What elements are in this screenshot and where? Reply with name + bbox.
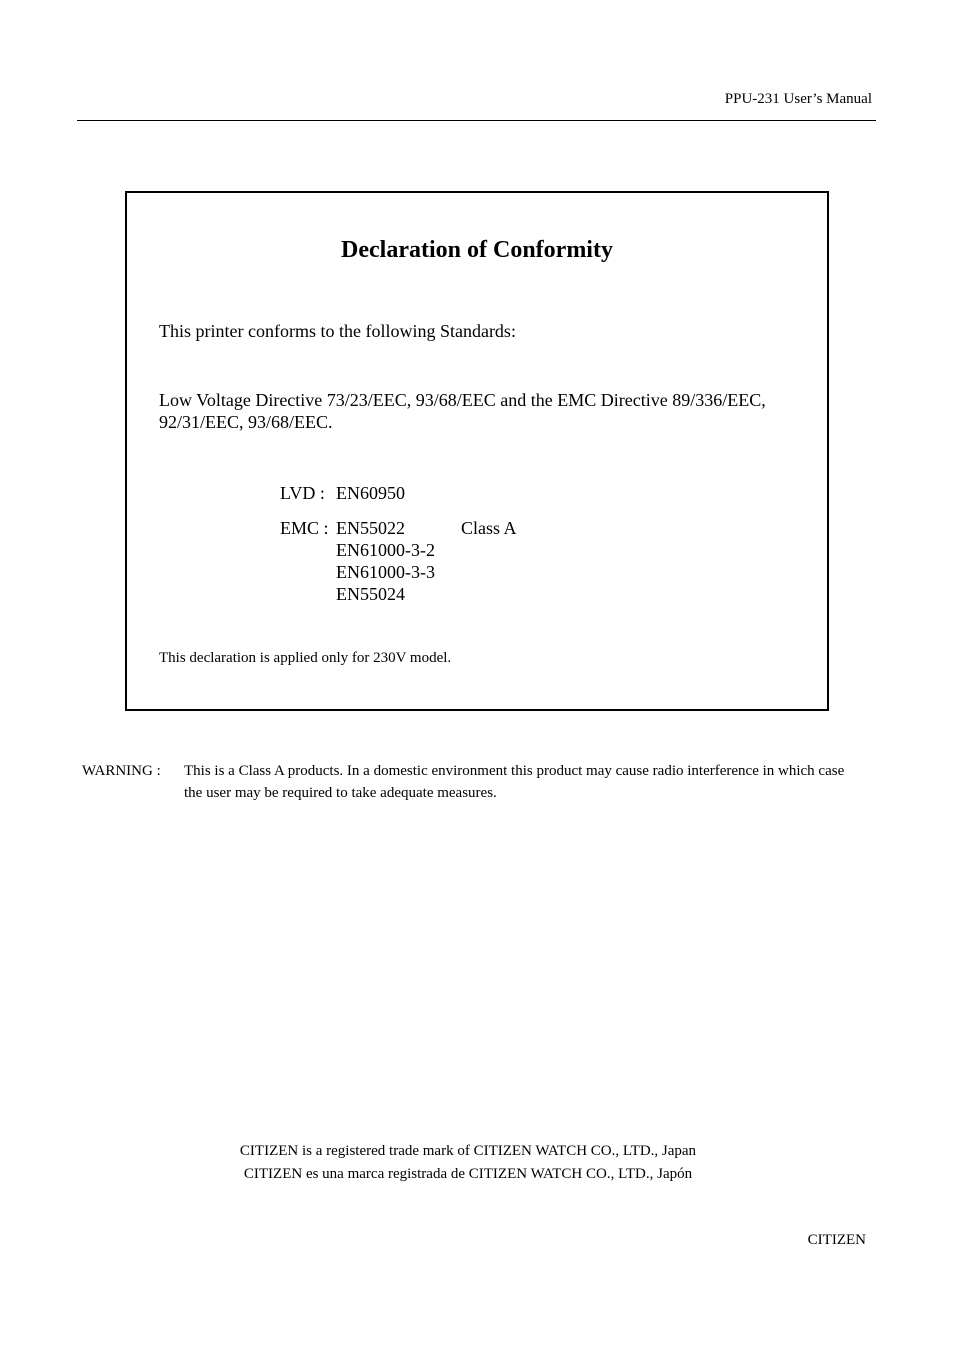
directive-statement: Low Voltage Directive 73/23/EEC, 93/68/EEC and the EMC Directive 89/336/EEC, 92/31/EEC, 93/68/EEC. bbox=[159, 390, 766, 432]
emc-standard: EN55022 bbox=[336, 518, 405, 538]
trademark-english: CITIZEN is a registered trade mark of CITIZEN WATCH CO., LTD., Japan bbox=[239, 1143, 697, 1159]
emc-standards-list bbox=[336, 517, 435, 605]
warning-text: This is a Class A products. In a domestic environment this product may cause radio interference in which case the user may be required to take adequate measures. bbox=[184, 763, 845, 801]
standards-intro: This printer conforms to the following Standards: bbox=[159, 321, 516, 341]
emc-label: EMC : bbox=[280, 518, 329, 538]
trademark-spanish: CITIZEN es una marca registrada de CITIZEN WATCH CO., LTD., Japón bbox=[243, 1166, 693, 1182]
emc-class: Class A bbox=[461, 518, 517, 538]
emc-standard: EN61000-3-3 bbox=[336, 562, 435, 582]
manual-title: PPU-231 User’s Manual bbox=[724, 91, 872, 107]
declaration-title: Declaration of Conformity bbox=[341, 237, 613, 263]
declaration-note: This declaration is applied only for 230V model. bbox=[159, 650, 452, 666]
emc-standard: EN61000-3-2 bbox=[336, 540, 435, 560]
lvd-standard: EN60950 bbox=[336, 483, 405, 503]
emc-standard: EN55024 bbox=[336, 584, 405, 604]
trademark-notice bbox=[0, 1140, 936, 1186]
declaration-box bbox=[125, 191, 829, 711]
warning-label: WARNING : bbox=[82, 763, 161, 779]
header-divider bbox=[77, 120, 876, 121]
footer-brand: CITIZEN bbox=[807, 1232, 866, 1248]
lvd-label: LVD : bbox=[280, 483, 325, 503]
